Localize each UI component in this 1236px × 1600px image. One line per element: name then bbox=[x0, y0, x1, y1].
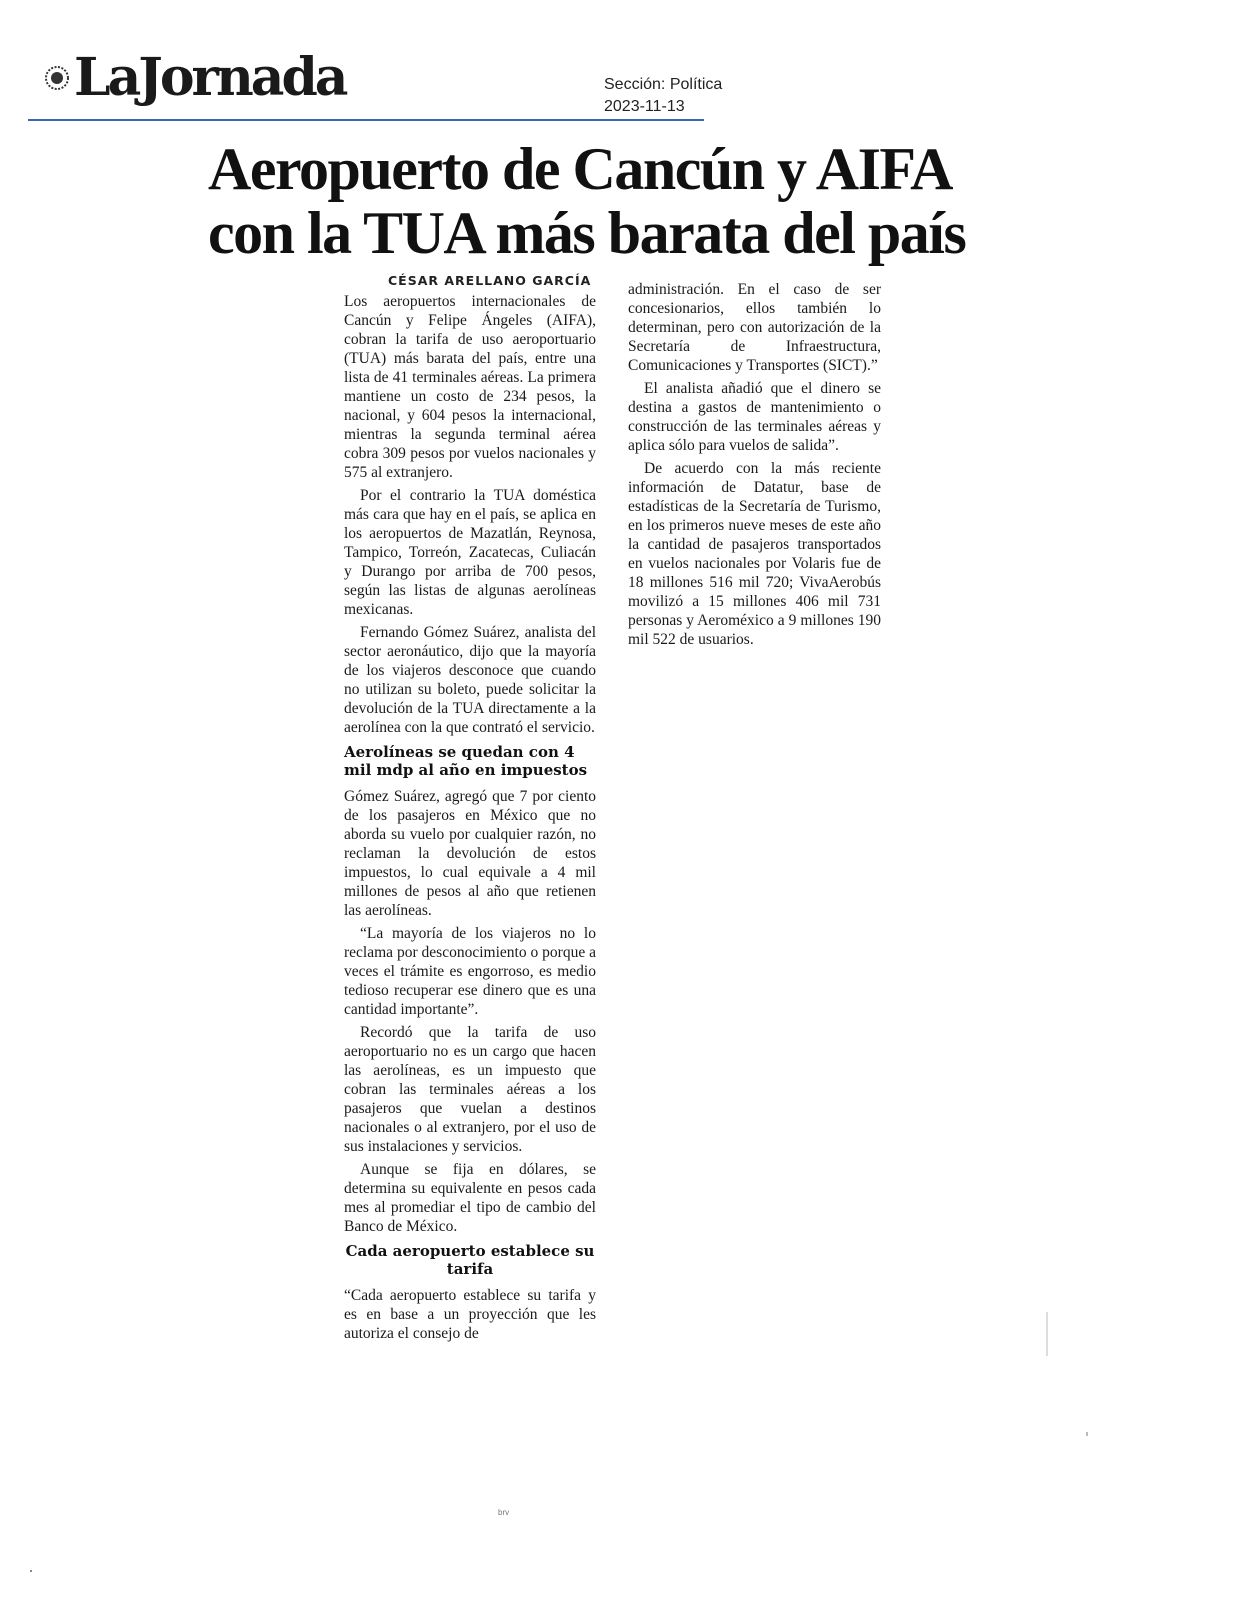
headline-line-2: con la TUA más barata del país bbox=[208, 200, 966, 266]
section-label: Sección: Política bbox=[604, 76, 723, 93]
headline bbox=[208, 137, 1028, 265]
sun-logo-icon bbox=[44, 65, 70, 91]
paragraph: Recordó que la tarifa de uso aeroportuario no es un cargo que hacen las aerolíneas, es un impuesto que cobran las terminales aéreas a los pasajeros que vuelan a destinos nacionales o al extranjero, por el uso de sus instalaciones y servicios. bbox=[344, 1024, 596, 1155]
subheading: Aerolíneas se quedan con 4 mil mdp al año en impuestos bbox=[344, 743, 588, 779]
paragraph: “Cada aeropuerto establece su tarifa y es en base a un proyección que les autoriza el consejo de bbox=[344, 1287, 596, 1342]
publication-date: 2023-11-13 bbox=[604, 98, 685, 115]
article-meta bbox=[604, 74, 722, 118]
byline: CÉSAR ARELLANO GARCÍA bbox=[388, 273, 592, 288]
paragraph: El analista añadió que el dinero se destina a gastos de mantenimiento o construcción de las terminales aéreas y aplica sólo para vuelos de salida”. bbox=[628, 380, 881, 454]
scan-speck bbox=[1046, 1312, 1048, 1356]
scan-speck bbox=[30, 1570, 32, 1572]
paragraph: Aunque se fija en dólares, se determina su equivalente en pesos cada mes al promediar el tipo de cambio del Banco de México. bbox=[344, 1161, 596, 1235]
header-rule bbox=[28, 119, 704, 121]
paragraph: Los aeropuertos internacionales de Cancún y Felipe Ángeles (AIFA), cobran la tarifa de uso aeroportuario (TUA) más barata del país, entre una lista de 41 terminales aéreas. La primera mantiene un costo de 234 pesos, la nacional, y 604 pesos la internacional, mientras la segunda terminal aérea cobra 309 pesos por vuelos nacionales y 575 al extranjero. bbox=[344, 293, 596, 481]
article-column-1 bbox=[344, 292, 596, 1347]
footer-mark: brv bbox=[498, 1508, 510, 1517]
article-column-2 bbox=[628, 280, 881, 653]
headline-line-1: Aeropuerto de Cancún y AIFA bbox=[208, 136, 952, 202]
paragraph: administración. En el caso de ser concesionarios, ellos también lo determinan, pero con autorización de la Secretaría de Infraestructura, Comunicaciones y Transportes (SICT).” bbox=[628, 281, 881, 374]
paragraph: De acuerdo con la más reciente información de Datatur, base de estadísticas de la Secretaría de Turismo, en los primeros nueve meses de este año la cantidad de pasajeros transportados en vuelos nacionales por Volaris fue de 18 millones 516 mil 720; VivaAerobús movilizó a 15 millones 406 mil 731 personas y Aeroméxico a 9 millones 190 mil 522 de usuarios. bbox=[628, 460, 881, 648]
paragraph: Gómez Suárez, agregó que 7 por ciento de los pasajeros en México que no aborda su vuelo por cualquier razón, no reclaman la devolución de estos impuestos, lo cual equivale a 4 mil millones de pesos al año que retienen las aerolíneas. bbox=[344, 788, 596, 919]
masthead-logo bbox=[44, 48, 346, 108]
logo-text: LaJornada bbox=[74, 47, 346, 108]
subheading: Cada aeropuerto establece su tarifa bbox=[345, 1242, 595, 1278]
scan-speck bbox=[1086, 1432, 1088, 1436]
paragraph: Fernando Gómez Suárez, analista del sector aeronáutico, dijo que la mayoría de los viajeros desconoce que cuando no utilizan su boleto, puede solicitar la devolución de la TUA directamente a la aerolínea con la que contrató el servicio. bbox=[344, 624, 596, 736]
paragraph: Por el contrario la TUA doméstica más cara que hay en el país, se aplica en los aeropuertos de Mazatlán, Reynosa, Tampico, Torreón, Zacatecas, Culiacán y Durango por arriba de 700 pesos, según las listas de algunas aerolíneas mexicanas. bbox=[344, 487, 596, 618]
paragraph: “La mayoría de los viajeros no lo reclama por desconocimiento o porque a veces el trámite es engorroso, es medio tedioso recuperar ese dinero que es una cantidad importante”. bbox=[344, 925, 596, 1018]
